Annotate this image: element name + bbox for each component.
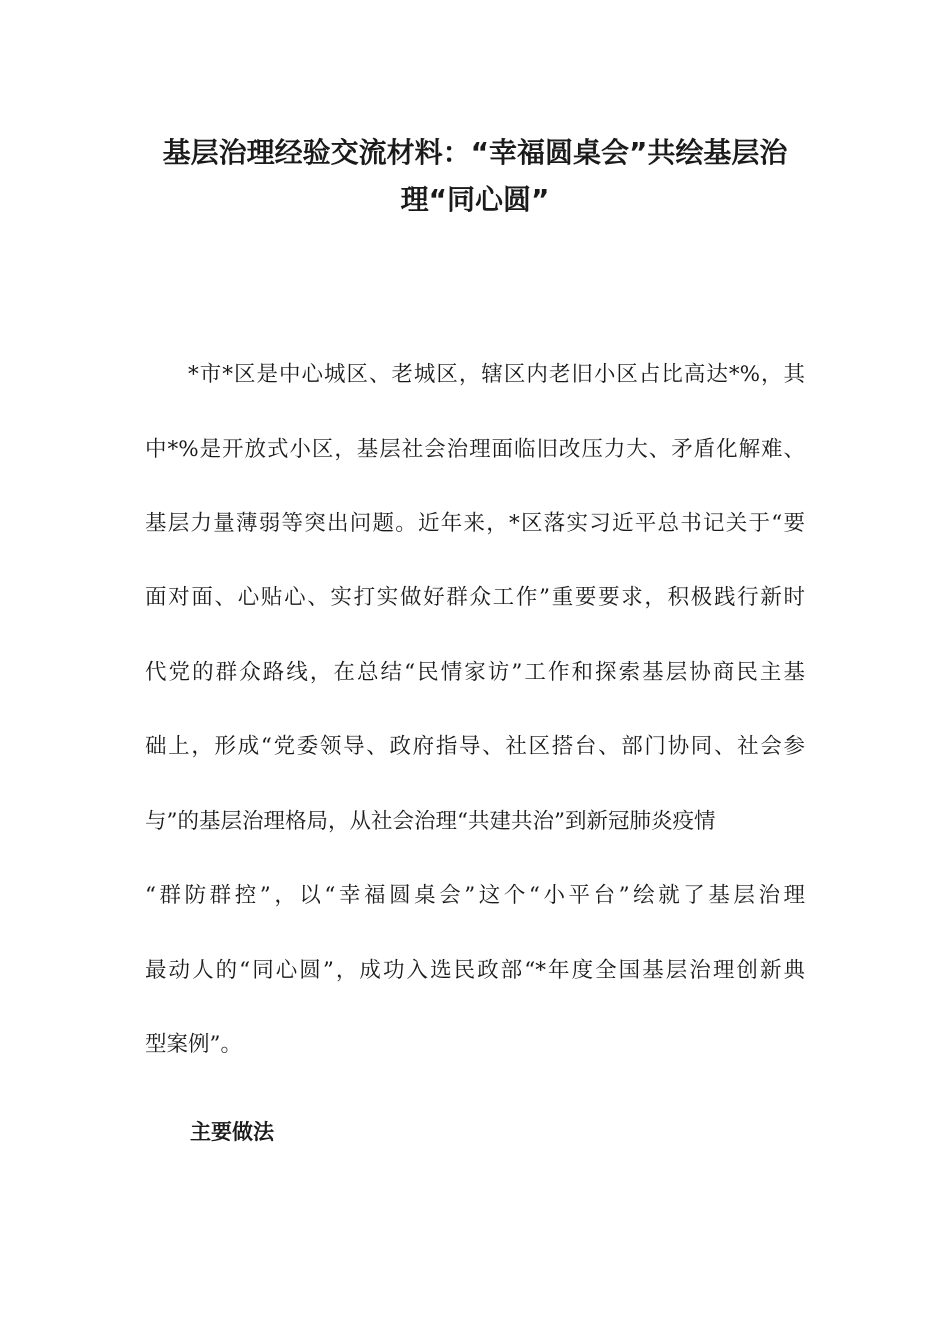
paragraph-line: 基层力量薄弱等突出问题。近年来，*区落实习近平总书记关于“要: [145, 511, 805, 536]
paragraph-line: 型案例”。: [145, 1032, 242, 1057]
paragraph-line: 础上，形成“党委领导、政府指导、社区搭台、部门协同、社会参: [145, 734, 805, 759]
document-title-line-1: 基层治理经验交流材料：“幸福圆桌会”共绘基层治: [162, 136, 788, 169]
paragraph-line: “群防群控”，以“幸福圆桌会”这个“小平台”绘就了基层治理: [145, 883, 805, 908]
section-heading: 主要做法: [190, 1120, 274, 1144]
paragraph-line: 中*%是开放式小区，基层社会治理面临旧改压力大、矛盾化解难、: [145, 437, 805, 462]
paragraph-line: *市*区是中心城区、老城区，辖区内老旧小区占比高达*%，其: [188, 362, 805, 387]
paragraph-line: 代党的群众路线，在总结“民情家访”工作和探索基层协商民主基: [145, 660, 805, 685]
paragraph-line: 与”的基层治理格局，从社会治理“共建共治”到新冠肺炎疫情: [145, 809, 716, 834]
document-title-line-2: 理“同心圆”: [400, 183, 550, 216]
paragraph-line: 最动人的“同心圆”，成功入选民政部“*年度全国基层治理创新典: [145, 958, 805, 983]
paragraph-line: 面对面、心贴心、实打实做好群众工作”重要要求，积极践行新时: [145, 585, 805, 610]
